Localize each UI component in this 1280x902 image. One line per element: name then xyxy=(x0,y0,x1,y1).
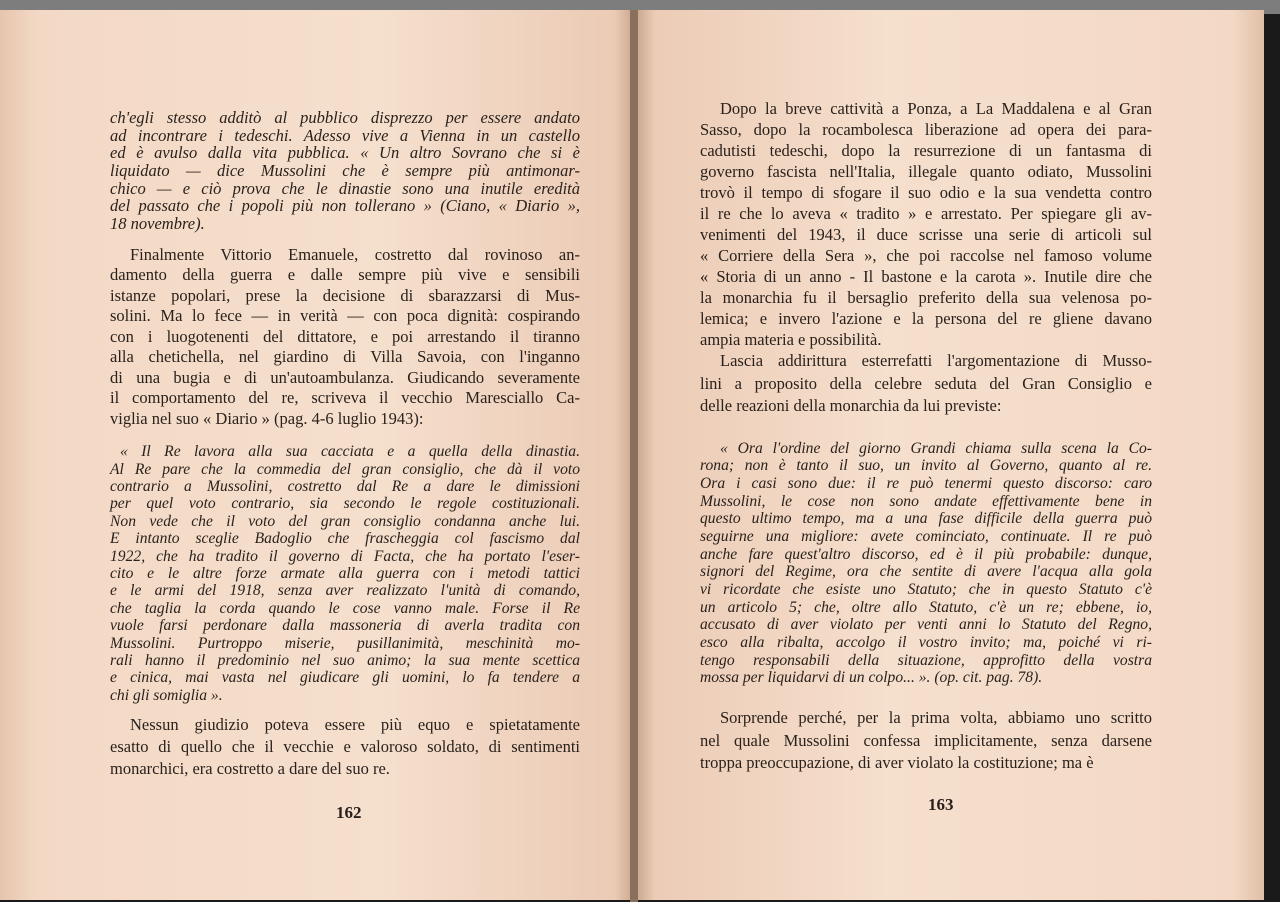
text-line: cadutisti tedeschi, dopo la resurrezione di un fantasma di xyxy=(700,141,1152,160)
text-line: chico — e ciò prova che le dinastie sono una inutile eredità xyxy=(110,178,580,198)
text-line: ad incontrare i tedeschi. Adesso vive a Vienna in un castello xyxy=(110,125,580,145)
text-line: alla chetichella, nel giardino di Villa Savoia, con l'inganno xyxy=(110,347,580,367)
text-line: accusato di aver violato per venti anni lo Statuto del Regno, xyxy=(700,616,1152,634)
text-line: Lascia addirittura esterrefatti l'argomentazione di Musso- xyxy=(720,351,1152,370)
right-page-number: 163 xyxy=(928,795,954,814)
text-line: di una bugia e di un'autoambulanza. Giudicando severamente xyxy=(110,367,580,387)
text-line: e le armi del 1918, senza aver realizzato l'unità di comando, xyxy=(110,582,580,600)
text-line: Nessun giudizio poteva essere più equo e spietatamente xyxy=(130,715,580,735)
text-line: questo ultimo tempo, ma a una fase difficile della guerra può xyxy=(700,510,1152,528)
text-line: Sorprende perché, per la prima volta, abbiamo uno scritto xyxy=(720,708,1152,728)
text-line: « Corriere della Sera », che poi raccolse nel famoso volume xyxy=(700,246,1152,265)
text-line: monarchici, era costretto a dare del suo re. xyxy=(110,759,390,779)
text-line: lemica; e invero l'azione e la persona del re gliene davano xyxy=(700,309,1152,328)
text-line: del passato che i popoli più non tollerano » (Ciano, « Diario », xyxy=(110,196,580,216)
text-line: per quel voto contrario, sia secondo le regole costituzionali. xyxy=(110,495,580,513)
left-page-number: 162 xyxy=(336,803,362,822)
text-line: esco alla ribalta, accolgo il vostro invito; ma, poiché vi ri- xyxy=(700,634,1152,652)
text-line: Ora i casi sono due: il re può tenermi questo discorso: caro xyxy=(700,474,1152,492)
text-line: rali hanno il predominio nel suo animo; la sua mente scettica xyxy=(110,652,580,669)
text-line: damento della guerra e dalle sempre più vive e sensibili xyxy=(110,265,580,285)
text-line: che taglia la corda quando le cose vanno male. Forse il Re xyxy=(110,599,580,617)
text-line: Dopo la breve cattività a Ponza, a La Maddalena e al Gran xyxy=(720,99,1152,118)
book-gutter xyxy=(630,10,638,902)
text-line: signori del Regime, ora che sentite di avere l'acqua alla gola xyxy=(700,563,1152,581)
text-line: istanze popolari, prese la decisione di sbarazzarsi di Mus- xyxy=(110,285,580,305)
text-line: Finalmente Vittorio Emanuele, costretto dal rovinoso an- xyxy=(130,244,580,264)
text-line: venimenti del 1943, il duce scrisse una serie di articoli sul xyxy=(700,225,1152,244)
text-line: il re che lo aveva « tradito » e arrestato. Per spiegare gli av- xyxy=(700,204,1152,223)
text-line: contrario a Mussolini, costretto dal Re a dare le dimissioni xyxy=(110,478,580,496)
text-line: E intanto sceglie Badoglio che frascheggia col fascismo dal xyxy=(110,530,580,548)
text-line: ed è avulso dalla vita pubblica. « Un altro Sovrano che si è xyxy=(110,143,580,163)
text-line: ampia materia e possibilità. xyxy=(700,330,882,349)
text-line: un articolo 5; che, oltre allo Statuto, c'è un re; ebbene, io, xyxy=(700,598,1152,616)
paragraph xyxy=(110,245,580,430)
text-line: la monarchia fu il bersaglio preferito della sua velenosa po- xyxy=(700,288,1152,307)
paragraph xyxy=(700,350,1152,418)
text-line: liquidato — dice Mussolini che è sempre più antimonar- xyxy=(110,161,580,181)
text-line: Mussolini. Purtroppo miserie, pusillanimità, meschinità mo- xyxy=(110,634,580,652)
text-line: Al Re pare che la commedia del gran consiglio, che dà il voto xyxy=(110,460,580,478)
text-line: cito e le altre forze armate alla guerra con i metodi tattici xyxy=(110,565,580,583)
text-line: troppa preoccupazione, di aver violato la costituzione; ma è xyxy=(700,753,1094,773)
text-line: solini. Ma lo fece — in verità — con poca dignità: cospirando xyxy=(110,306,580,326)
text-line: « Ora l'ordine del giorno Grandi chiama sulla scena la Co- xyxy=(720,439,1152,457)
text-line: seguirne una migliore: avete cominciato, continuate. Il re può xyxy=(700,527,1152,545)
paragraph xyxy=(110,109,580,233)
text-line: e cinica, mai vasta nel giudicare gli uomini, lo fa tendere a xyxy=(110,669,580,687)
left-page-text xyxy=(110,109,580,780)
text-line: 18 novembre). xyxy=(110,214,205,234)
text-line: lini a proposito della celebre seduta del Gran Consiglio e xyxy=(700,373,1152,393)
text-line: Sasso, dopo la rocambolesca liberazione ad opera dei para- xyxy=(700,120,1152,139)
text-line: ch'egli stesso additò al pubblico disprezzo per essere andato xyxy=(110,108,580,127)
text-line: 1922, che ha tradito il governo di Facta, che ha portato l'eser- xyxy=(110,547,580,565)
text-line: governo fascista nell'Italia, illegale quanto odiato, Mussolini xyxy=(700,162,1152,181)
text-line: chi gli somiglia ». xyxy=(110,686,223,704)
right-page-text xyxy=(700,98,1152,775)
text-line: con i luogotenenti del dittatore, e poi arrestando il tiranno xyxy=(110,326,580,346)
paragraph xyxy=(700,707,1152,775)
text-line: vi ricordate che esiste uno Statuto; che in questo Statuto c'è xyxy=(700,581,1152,598)
block-quote xyxy=(700,440,1152,688)
paragraph xyxy=(110,714,580,780)
text-line: vuole farsi perdonare dalla massoneria di averla tradita con xyxy=(110,617,580,635)
block-quote xyxy=(110,443,580,704)
text-line: trovò il tempo di sfogare il suo odio e la sua vendetta contro xyxy=(700,183,1152,202)
text-line: « Il Re lavora alla sua cacciata e a quella della dinastia. xyxy=(120,443,580,461)
text-line: esatto di quello che il vecchie e valoroso soldato, di sentimenti xyxy=(110,737,580,757)
text-line: nel quale Mussolini confessa implicitamente, senza darsene xyxy=(700,730,1152,750)
text-line: Mussolini, le cose non sono andate effettivamente bene in xyxy=(700,492,1152,510)
text-line: il comportamento del re, scriveva il vecchio Maresciallo Ca- xyxy=(110,388,580,408)
text-line: anche fare quest'altro discorso, ed è il più probabile: dunque, xyxy=(700,545,1152,563)
text-line: mossa per liquidarvi di un colpo... ». (op. cit. pag. 78). xyxy=(700,669,1043,687)
text-line: « Storia di un anno - Il bastone e la carota ». Inutile dire che xyxy=(700,267,1152,286)
text-line: delle reazioni della monarchia da lui previste: xyxy=(700,396,1002,415)
text-line: rona; non è tanto il suo, un invito al Governo, quanto al re. xyxy=(700,457,1152,475)
paragraph xyxy=(700,98,1152,350)
text-line: Non vede che il voto del gran consiglio condanna anche lui. xyxy=(110,512,580,530)
text-line: tengo responsabili della situazione, approfitto della vostra xyxy=(700,651,1152,669)
text-line: viglia nel suo « Diario » (pag. 4-6 luglio 1943): xyxy=(110,408,424,428)
